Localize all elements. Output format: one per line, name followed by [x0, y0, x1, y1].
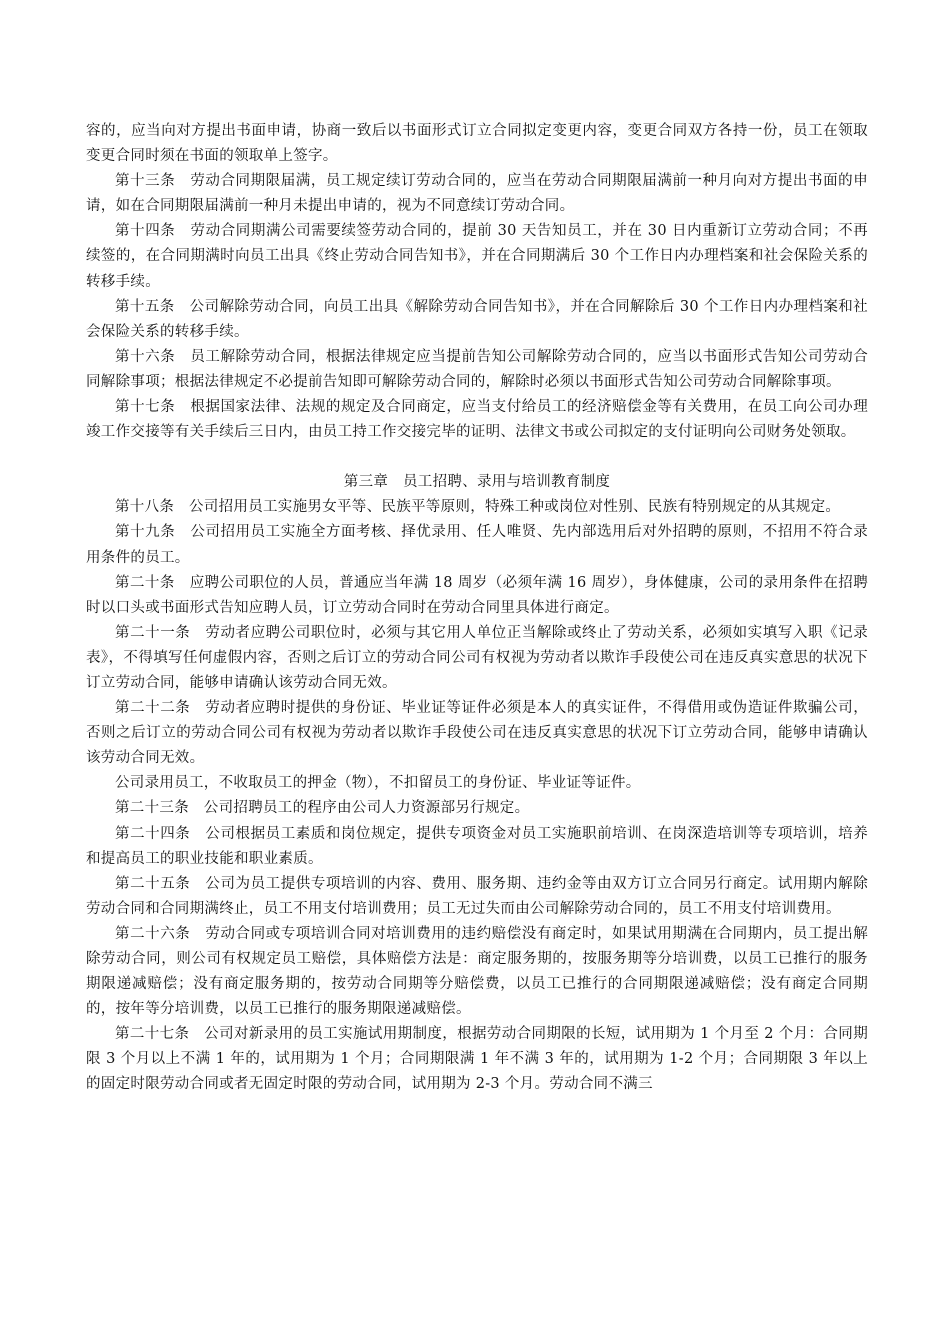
- article-15: 第十五条 公司解除劳动合同，向员工出具《解除劳动合同告知书》，并在合同解除后 30 个工作日内办理档案和社会保险关系的转移手续。: [86, 298, 868, 340]
- article-14: 第十四条 劳动合同期满公司需要续签劳动合同的，提前 30 天告知员工，并在 30 日内重新订立劳动合同；不再续签的，在合同期满时向员工出具《终止劳动合同告知书》，并在合同期满后 30 个工作日内办理档案和社会保险关系的转移手续。: [86, 223, 868, 290]
- article-25: 第二十五条 公司为员工提供专项培训的内容、费用、服务期、违约金等由双方订立合同另行商定。试用期内解除劳动合同和合同期满终止，员工不用支付培训费用；员工无过失而由公司解除劳动合同的，员工不用支付培训费用。: [86, 875, 868, 917]
- article-18: 第十八条 公司招用员工实施男女平等、民族平等原则，特殊工种或岗位对性别、民族有特别规定的从其规定。: [115, 499, 841, 516]
- article-20: 第二十条 应聘公司职位的人员，普通应当年满 18 周岁（必须年满 16 周岁），身体健康，公司的录用条件在招聘时以口头或书面形式告知应聘人员，订立劳动合同时在劳动合同里具体进行商定。: [86, 574, 868, 616]
- document-body: [86, 119, 868, 1098]
- article-26: 第二十六条 劳动合同或专项培训合同对培训费用的违约赔偿没有商定时，如果试用期满在合同期内，员工提出解除劳动合同，则公司有权规定员工赔偿，具体赔偿方法是：商定服务期的，按服务期等分培训费，以员工已推行的服务期限递减赔偿；没有商定服务期的，按劳动合同期等分赔偿费，以员工已推行的合同期限递减赔偿；没有商定合同期的，按年等分培训费，以员工已推行的服务期限递减赔偿。: [86, 925, 868, 1018]
- article-16: 第十六条 员工解除劳动合同，根据法律规定应当提前告知公司解除劳动合同的，应当以书面形式告知公司劳动合同解除事项；根据法律规定不必提前告知即可解除劳动合同的，解除时必须以书面形式告知公司劳动合同解除事项。: [86, 348, 868, 390]
- article-21: 第二十一条 劳动者应聘公司职位时，必须与其它用人单位正当解除或终止了劳动关系，必须如实填写入职《记录表》，不得填写任何虚假内容，否则之后订立的劳动合同公司有权视为劳动者以欺诈手段使公司在违反真实意思的状况下订立劳动合同，能够申请确认该劳动合同无效。: [86, 624, 868, 691]
- paragraph-continuation: 容的，应当向对方提出书面申请，协商一致后以书面形式订立合同拟定变更内容，变更合同双方各持一份，员工在领取变更合同时须在书面的领取单上签字。: [86, 123, 868, 165]
- article-17: 第十七条 根据国家法律、法规的规定及合同商定，应当支付给员工的经济赔偿金等有关费用，在员工向公司办理竣工作交接等有关手续后三日内，由员工持工作交接完毕的证明、法律文书或公司拟定的支付证明向公司财务处领取。: [86, 399, 868, 441]
- article-22: 第二十二条 劳动者应聘时提供的身份证、毕业证等证件必须是本人的真实证件，不得借用或伪造证件欺骗公司，否则之后订立的劳动合同公司有权视为劳动者以欺诈手段使公司在违反真实意思的状况下订立劳动合同，能够申请确认该劳动合同无效。: [86, 700, 868, 767]
- article-23: 第二十三条 公司招聘员工的程序由公司人力资源部另行规定。: [115, 800, 530, 817]
- article-13: 第十三条 劳动合同期限届满，员工规定续订劳动合同的，应当在劳动合同期限届满前一种月向对方提出书面的申请，如在合同期限届满前一种月未提出申请的，视为不同意续订劳动合同。: [86, 173, 868, 215]
- paragraph-deposit-rule: 公司录用员工，不收取员工的押金（物），不扣留员工的身份证、毕业证等证件。: [115, 775, 641, 792]
- article-19: 第十九条 公司招用员工实施全方面考核、择优录用、任人唯贤、先内部选用后对外招聘的原则，不招用不符合录用条件的员工。: [86, 524, 868, 566]
- chapter-title: 第三章 员工招聘、录用与培训教育制度: [343, 474, 611, 491]
- article-24: 第二十四条 公司根据员工素质和岗位规定，提供专项资金对员工实施职前培训、在岗深造培训等专项培训，培养和提高员工的职业技能和职业素质。: [86, 825, 868, 867]
- article-27: 第二十七条 公司对新录用的员工实施试用期制度，根据劳动合同期限的长短，试用期为 1 个月至 2 个月：合同期限 3 个月以上不满 1 年的，试用期为 1 个月；合同期限满 1 年不满 3 年的，试用期为 1-2 个月；合同期限 3 年以上的固定时限劳动合同或者无固定时限的劳动合同，试用期为 2-3 个月。劳动合同不满三: [86, 1026, 868, 1093]
